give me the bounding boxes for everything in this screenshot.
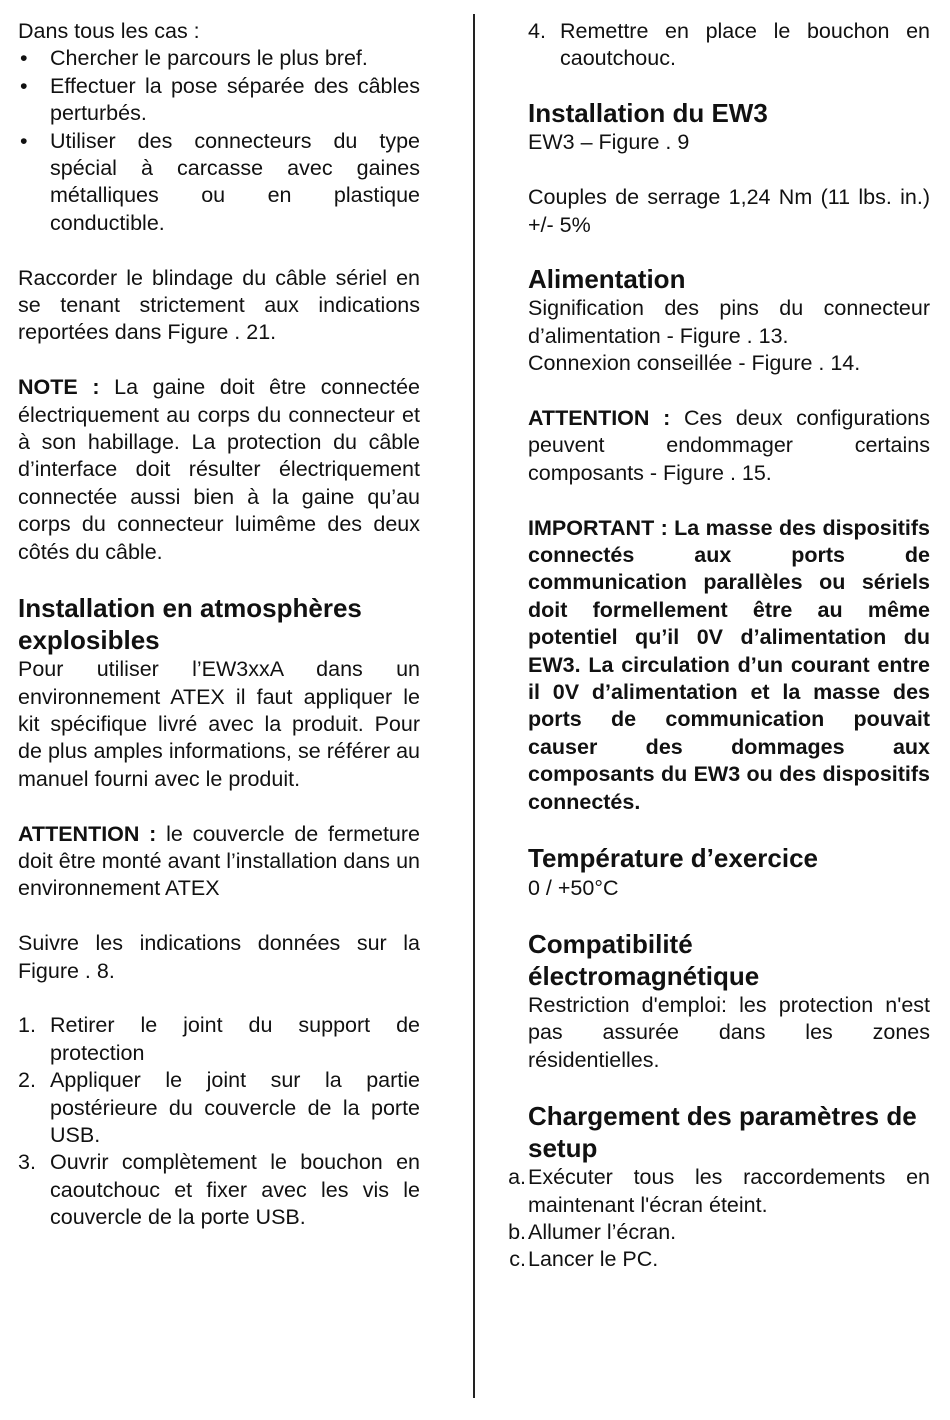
important-paragraph: IMPORTANT : La masse des dispositifs connectés aux ports de communication parallèles ou sériels doit formellement être au même potentiel qu’il 0V d’alimentation du EW3. La circulation d’un courant entre il 0V d’alimentation et la masse des ports de communication pouvait causer des dommages aux composants du EW3 ou des dispositifs connectés. xyxy=(528,515,930,814)
section-heading-emc: Compatibilité électromagnétique xyxy=(528,929,760,991)
shield-paragraph: Raccorder le blindage du câble sériel en se tenant strictement aux indications reportées dans Figure . 21. xyxy=(18,265,420,345)
temperature-value: 0 / +50°C xyxy=(528,875,619,900)
intro-text: Dans tous les cas : xyxy=(18,19,200,43)
important-label: IMPORTANT : xyxy=(528,515,668,540)
step-number: 2. xyxy=(18,1068,36,1093)
ew3-figure-ref: EW3 – Figure . 9 xyxy=(528,130,690,155)
section-heading-power: Alimentation xyxy=(528,263,686,294)
power-connection: Connexion conseillée - Figure . 14. xyxy=(528,351,861,376)
list-item: a. Exécuter tous les raccordements en maintenant l'écran éteint. xyxy=(528,1164,930,1219)
list-item: 4. Remettre en place le bouchon en caoutchouc. xyxy=(528,19,930,71)
list-item: 3. Ouvrir complètement le bouchon en caoutchouc et fixer avec les vis le couvercle de la porte USB. xyxy=(18,1150,420,1230)
attention-paragraph: ATTENTION : Ces deux configurations peuvent endommager certains composants - Figure . 15. xyxy=(528,406,930,485)
steps-list xyxy=(18,1012,420,1231)
list-item: 1. Retirer le joint du support de protection xyxy=(18,1013,420,1065)
right-column xyxy=(508,18,930,1274)
bullet-marker: • xyxy=(20,73,28,98)
left-column xyxy=(18,18,420,1232)
list-item: • Effectuer la pose séparée des câbles perturbés. xyxy=(20,73,420,126)
follow-paragraph: Suivre les indications données sur la Figure . 8. xyxy=(18,931,420,983)
bullet-marker: • xyxy=(20,46,28,71)
attention-label: ATTENTION : xyxy=(528,406,671,431)
step-number: 3. xyxy=(18,1150,36,1175)
emc-paragraph: Restriction d'emploi: les protection n'est pas assurée dans les zones résidentielles. xyxy=(528,993,930,1072)
list-item: b. Allumer l’écran. xyxy=(528,1219,930,1246)
section-heading-atex: Installation en atmosphères explosibles xyxy=(18,593,362,655)
step-letter: b. xyxy=(508,1220,526,1245)
torque-paragraph: Couples de serrage 1,24 Nm (11 lbs. in.) +/- 5% xyxy=(528,185,930,237)
step-number: 1. xyxy=(18,1013,36,1038)
list-item: 2. Appliquer le joint sur la partie postérieure du couvercle de la porte USB. xyxy=(18,1068,420,1147)
section-heading-ew3: Installation du EW3 xyxy=(528,97,768,128)
column-divider xyxy=(473,14,475,1398)
bullet-marker: • xyxy=(20,128,28,153)
section-heading-temperature: Température d’exercice xyxy=(528,843,818,874)
atex-paragraph: Pour utiliser l’EW3xxA dans un environnement ATEX il faut appliquer le kit spécifique livré avec la produit. Pour de plus amples informations, se référer au manuel fourni avec le produit. xyxy=(18,657,420,791)
step-letter: a. xyxy=(508,1165,526,1190)
step-letter: c. xyxy=(509,1247,526,1272)
power-paragraph: Signification des pins du connecteur d’alimentation - Figure . 13. xyxy=(528,296,930,348)
list-item: c. Lancer le PC. xyxy=(528,1246,930,1273)
steps-list-continued xyxy=(528,18,930,73)
list-item: • Utiliser des connecteurs du type spécial à carcasse avec gaines métalliques ou en plastique conductible. xyxy=(20,128,420,235)
note-label: NOTE : xyxy=(18,375,100,400)
attention-label: ATTENTION : xyxy=(18,821,157,846)
setup-steps-list xyxy=(508,1164,930,1274)
note-paragraph: NOTE : La gaine doit être connectée électriquement au corps du connecteur et à son habillage. La protection du câble d’interface doit résulter électriquement connectée aussi bien à la gaine qu’au corps du connecteur luimême des deux côtés du câble. xyxy=(18,375,420,564)
section-heading-setup: Chargement des paramètres de setup xyxy=(528,1101,917,1163)
bullet-list xyxy=(18,45,420,237)
step-number: 4. xyxy=(528,19,546,43)
list-item: • Chercher le parcours le plus bref. xyxy=(18,45,420,72)
attention-paragraph: ATTENTION : le couvercle de fermeture doit être monté avant l’installation dans un environnement ATEX xyxy=(18,821,421,901)
